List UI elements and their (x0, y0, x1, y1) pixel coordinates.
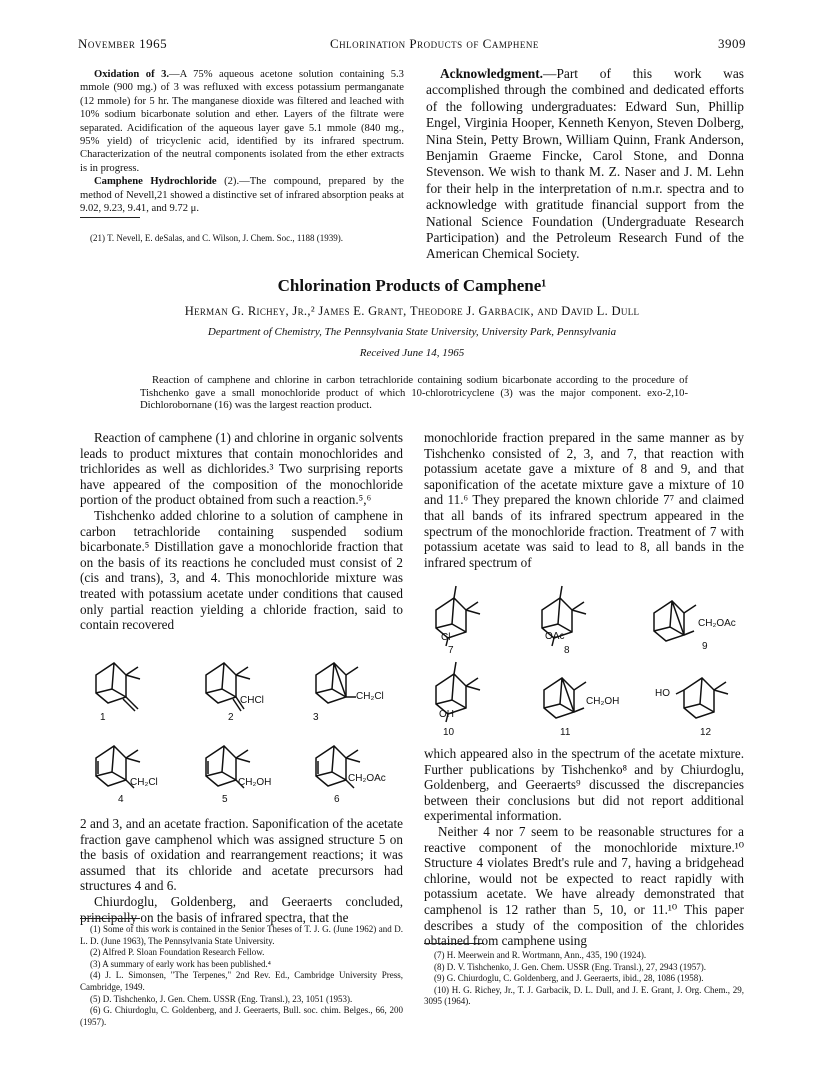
footnote-21: (21) T. Nevell, E. deSalas, and C. Wilson, J. Chem. Soc., 1188 (1939). (90, 233, 344, 243)
structure-5-number: 5 (222, 794, 228, 805)
running-header-date: November 1965 (78, 36, 168, 51)
left-column-top (80, 430, 403, 633)
article-affiliation: Department of Chemistry, The Pennsylvania State University, University Park, Pennsylvania (207, 326, 617, 338)
structure-2-label: CHCl (240, 695, 264, 706)
tishchenko-paragraph: Tishchenko added chlorine to a solution of camphene in carbon tetrachloride containing suspended sodium bicarbonate.⁵ Distillation gave a monochloride fraction that on the basis of its reactions he concluded must consist of 2 (cis and trans), 3, and 4. This monochloride mixture was treated with potassium acetate under conditions that caused only partial reaction yielding a chloride fraction, said to contain recovered (80, 507, 403, 633)
footnote-divider (80, 217, 140, 218)
footnote-1: (1) Some of this work is contained in the Senior Theses of T. J. G. (June 1962) and D. L. D. (June 1963), The Pennsylvania State University. (80, 924, 403, 946)
structure-1-drawing (86, 645, 156, 715)
acetate-paragraph: which appeared also in the spectrum of the acetate mixture. Further publications by Tishchenko⁸ and by Chiurdoglu, Goldenberg, and Geeraerts⁹ discussed the discrepancies between their conclusions but did not report additional experimental information. (424, 746, 744, 824)
structure-8-number: 8 (564, 645, 570, 656)
running-header-title: Chlorination Products of Camphene (330, 36, 539, 51)
structure-6-label: CH₂OAc (348, 773, 386, 784)
article-authors: Herman G. Richey, Jr.,² James E. Grant, Theodore J. Garbacik, and David L. Dull (184, 304, 640, 318)
footnote-4: (4) J. L. Simonsen, "The Terpenes," 2nd Rev. Ed., Cambridge University Press, Cambridge, 1949. (80, 970, 403, 992)
structure-3-drawing (306, 645, 376, 715)
structure-4-label: CH₂Cl (130, 777, 158, 788)
left-footnotes (80, 924, 403, 1028)
saponification-paragraph: 2 and 3, and an acetate fraction. Saponification of the acetate fraction gave camphenol which was assigned structure 5 on the basis of oxidation and rearrangement reactions; it was assumed that its chloride and acetate precursors had structures 4 and 6. (80, 816, 403, 894)
structure-10-number: 10 (443, 727, 455, 738)
structure-3-number: 3 (313, 712, 319, 723)
acknowledgment-text: —Part of this work was accomplished through the combined and dedicated efforts of the following undergraduates: Edward Sun, Phillip Engel, Virginia Hooper, Kenneth Kenyon, Steven Dolberg, Nina Stein, Petty Brown, William Quinn, Frank Anderson, Benjamin Graeme Fincke, Carol Stone, and Donna Stevenson. We wish to thank M. Z. Naser and J. M. Lehn for their help in the interpretation of n.m.r. spectra and to acknowledge with gratitude financial support from the National Science Foundation (Undergraduate Research Participation) and the Petroleum Research Fund of the American Chemical Society. (426, 66, 744, 262)
structure-7-drawing (426, 580, 496, 650)
structure-6-number: 6 (334, 794, 340, 805)
prev-article-experimental (80, 68, 404, 215)
structure-11-drawing (534, 660, 604, 730)
footnote-10: (10) H. G. Richey, Jr., T. J. Garbacik, D. L. Dull, and J. E. Grant, J. Org. Chem., 29, 3095 (1964). (424, 984, 744, 1007)
left-column-bottom (80, 816, 403, 925)
structure-8-label: OAc (545, 631, 565, 642)
section-head-oxidation: Oxidation of 3. (94, 69, 170, 80)
structure-3-label: CH₂Cl (356, 691, 384, 702)
structure-12-number: 12 (700, 727, 712, 738)
structure-6-drawing (306, 728, 376, 798)
structure-10-label: OH (439, 709, 454, 720)
structure-9-label: CH₂OAc (698, 618, 736, 629)
structure-5-label: CH₂OH (238, 777, 272, 788)
acknowledgment-head: Acknowledgment. (440, 66, 544, 81)
structure-9-number: 9 (702, 641, 708, 652)
right-column-bottom (424, 746, 744, 949)
left-footnote-divider (80, 918, 140, 919)
monochloride-paragraph: monochloride fraction prepared in the same manner as by Tishchenko consisted of 2, 3, and 7, that reaction with potassium acetate gave a mixture of 8 and 9, and that saponification of the acetate mixture gave a mixture of 10 and 11.⁶ They prepared the known chloride 7⁷ and claimed that all bands of its infrared spectrum appeared in the spectrum of the monochloride fraction. Treatment of 7 with potassium acetate was said to lead to 8, all bands in the infrared spectrum of (424, 430, 744, 570)
right-column-top (424, 430, 744, 570)
footnote-8: (8) D. V. Tishchenko, J. Gen. Chem. USSR (Eng. Transl.), 27, 2943 (1957). (434, 961, 706, 972)
structure-11-label: CH₂OH (586, 696, 620, 707)
section-head-hydrochloride: Camphene Hydrochloride (94, 176, 217, 188)
structure-11-number: 11 (560, 727, 571, 738)
oxidation-text: —A 75% aqueous acetone solution containing 5.3 mmole (900 mg.) of 3 was refluxed with excess potassium permanganate (12 mmole) for 5 hr. The manganese dioxide was filtered and leached with 10% sodium bicarbonate solution and ether. Layers of the filtrate were separated. Acidification of the aqueous layer gave 5.1 mmole (840 mg., 95% yield) of tricyclenic acid, identified by its infrared spectrum. Characterization of the neutral components isolated from the ether extracts is in progress. (80, 69, 404, 174)
article-received: Received June 14, 1965 (359, 347, 465, 359)
footnote-2: (2) Alfred P. Sloan Foundation Research Fellow. (90, 947, 265, 958)
structure-12-label: HO (655, 688, 670, 699)
structure-8-drawing (532, 580, 602, 650)
article-title: Chlorination Products of Camphene¹ (277, 276, 547, 295)
right-footnote-divider (424, 943, 484, 944)
structure-1-number: 1 (100, 712, 106, 723)
structure-2-number: 2 (228, 712, 234, 723)
chiurdoglu-paragraph: Chiurdoglu, Goldenberg, and Geeraerts concluded, principally on the basis of infrared spectra, that the (80, 893, 403, 925)
footnote-3: (3) A summary of early work has been published.⁴ (90, 958, 271, 969)
structure-7-number: 7 (448, 645, 454, 656)
footnote-7: (7) H. Meerwein and R. Wortmann, Ann., 435, 190 (1924). (434, 950, 647, 960)
right-footnotes (424, 950, 744, 1008)
structure-7-label: Cl (441, 632, 451, 643)
structure-10-drawing (426, 656, 496, 726)
article-abstract: Reaction of camphene and chlorine in carbon tetrachloride containing sodium bicarbonate according to the procedure of Tishchenko gave a small monochloride product of which 10-chlorotricyclene (3) was the major component. exo-2,10-Dichlorobornane (16) was the largest reaction product. (140, 375, 688, 412)
structure-12-drawing (674, 660, 744, 730)
footnote-5: (5) D. Tishchenko, J. Gen. Chem. USSR (Eng. Transl.), 23, 1051 (1953). (90, 993, 353, 1004)
acknowledgment (426, 66, 744, 263)
hydrochloride-text: (2).—The compound, prepared by the method of Nevell,21 showed a distinctive set of infrared absorption peaks at 9.02, 9.23, 9.41, and 9.72 μ. (80, 176, 404, 215)
bredt-paragraph: Neither 4 nor 7 seem to be reasonable structures for a reactive component of the monochloride mixture.¹⁰ Structure 4 violates Bredt's rule and 7, having a bridgehead chlorine, would not be expected to react rapidly with potassium acetate. We have already demonstrated that camphenol is 12 rather than 5, 10, or 11.¹⁰ This paper describes a study of the composition of the chlorides obtained from camphene using (424, 823, 744, 949)
page-number: 3909 (718, 36, 746, 51)
footnote-6: (6) G. Chiurdoglu, C. Goldenberg, and J. Geeraerts, Bull. soc. chim. Belges., 66, 200 (1957). (80, 1005, 403, 1027)
intro-paragraph: Reaction of camphene (1) and chlorine in organic solvents leads to product mixtures that contain monochlorides and trichlorides as well as dichlorides.³ Two surprising reports have appeared of the composition of the monochloride portion of the product obtained from such a reaction.⁵,⁶ (80, 430, 403, 508)
structure-4-number: 4 (118, 794, 124, 805)
footnote-9: (9) G. Chiurdoglu, C. Goldenberg, and J. Geeraerts, ibid., 28, 1086 (1958). (434, 973, 704, 984)
